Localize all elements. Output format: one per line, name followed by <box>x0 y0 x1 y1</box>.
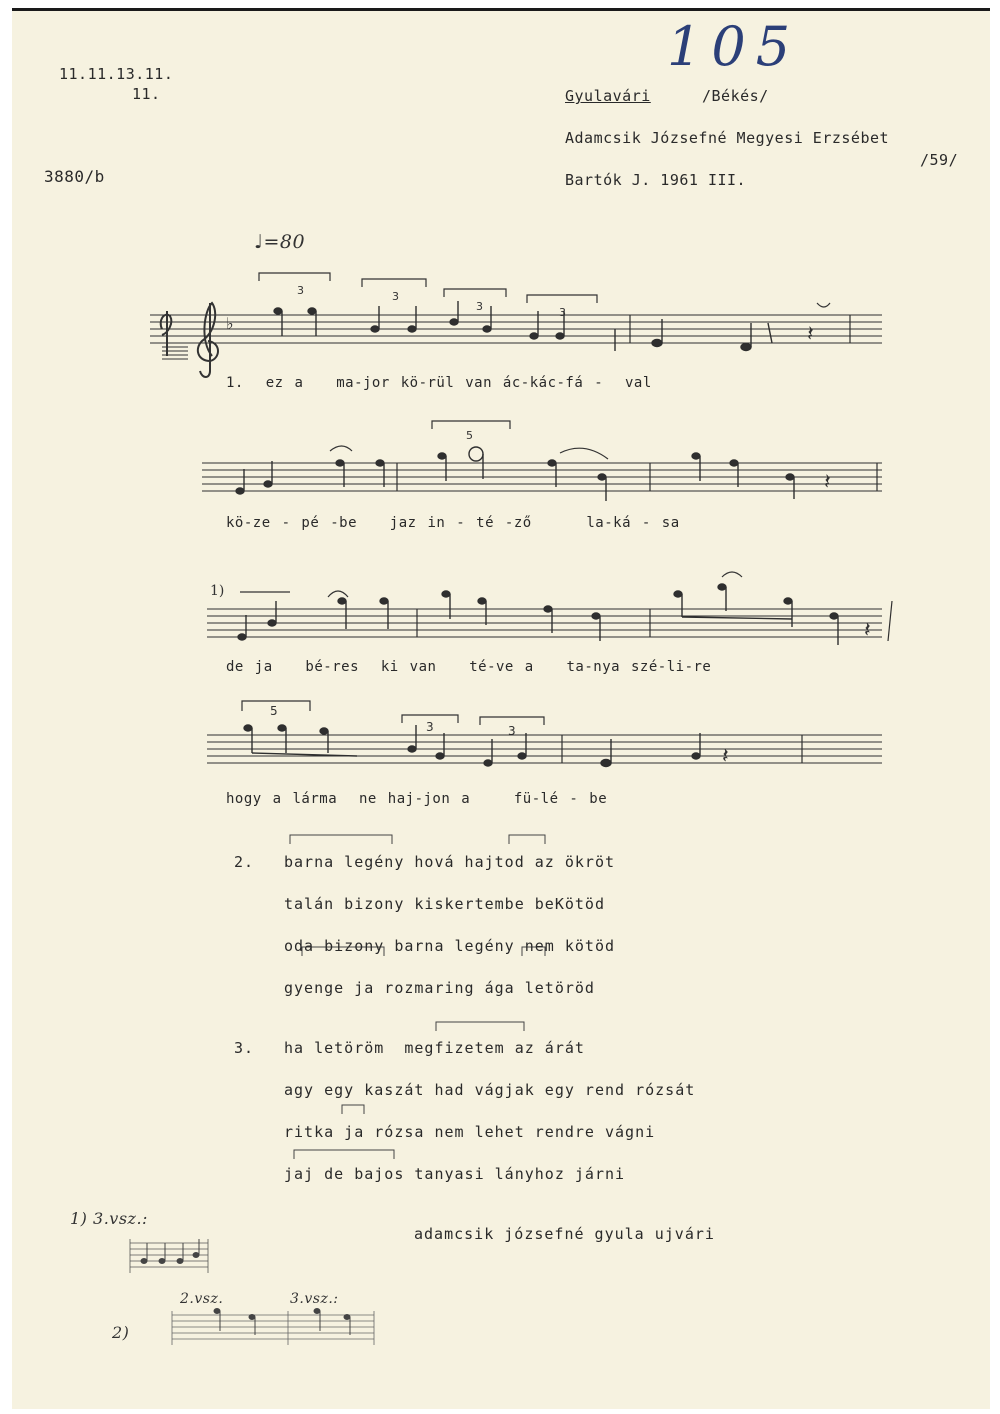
svg-text:3: 3 <box>297 284 304 297</box>
stanza-2-line-3: oda bizony barna legény nem kötöd <box>284 937 616 955</box>
music-staves <box>12 11 990 1409</box>
stanza-2-line-4: gyenge ja rozmaring ága letöröd <box>284 979 595 997</box>
footnote-2-verse-2: 2.vsz. <box>180 1291 224 1307</box>
svg-text:5: 5 <box>466 429 473 442</box>
lyric-line-3: de ja bé-res ki van té-ve a ta-nya szé-li-re <box>226 659 712 675</box>
stanza-3-number: 3. <box>234 1039 255 1057</box>
svg-text:3: 3 <box>559 306 566 319</box>
signature: adamcsik józsefné gyula ujvári <box>414 1225 715 1243</box>
stanza-2-line-2: talán bizony kiskertembe beKötöd <box>284 895 605 913</box>
stanza-2-number: 2. <box>234 853 255 871</box>
svg-text:𝄽: 𝄽 <box>807 322 814 347</box>
collector: Bartók J. 1961 III. <box>565 171 747 189</box>
svg-text:3: 3 <box>476 300 483 313</box>
classification-code: 11.11.13.11. <box>59 65 174 83</box>
footnote-marker-1: 1) <box>210 583 225 599</box>
stanza-3-line-2: agy egy kaszát had vágjak egy rend rózsát <box>284 1081 696 1099</box>
classification-subcode: 11. <box>132 85 161 103</box>
footnote-2-verse-3: 3.vsz.: <box>290 1291 339 1307</box>
catalog-number: 3880/b <box>44 167 105 186</box>
tempo-mark: ♩=80 <box>254 231 306 253</box>
lyric-line-2: kö-ze - pé -be jaz in - té -ző la-ká - sa <box>226 515 680 531</box>
svg-text:𝄽: 𝄽 <box>824 470 831 495</box>
svg-text:𝄽: 𝄽 <box>864 618 871 643</box>
score-page <box>12 8 990 1409</box>
singer-age: /59/ <box>920 151 959 169</box>
stanza-3-line-1: ha letöröm megfizetem az árát <box>284 1039 585 1057</box>
location: Gyulavári <box>565 87 651 105</box>
svg-text:3: 3 <box>508 724 516 738</box>
footnote-1-label: 1) 3.vsz.: <box>70 1209 148 1228</box>
page-number-handwritten: 105 <box>667 15 801 78</box>
county: /Békés/ <box>702 87 769 105</box>
stanza-3-line-4: jaj de bajos tanyasi lányhoz járni <box>284 1165 626 1183</box>
svg-text:𝄽: 𝄽 <box>722 744 729 769</box>
svg-text:5: 5 <box>270 704 278 718</box>
svg-text:3: 3 <box>426 720 434 734</box>
svg-text:3: 3 <box>392 290 399 303</box>
singer-name: Adamcsik Józsefné Megyesi Erzsébet <box>565 129 890 147</box>
svg-text:♭: ♭ <box>226 314 234 333</box>
footnote-2-label: 2) <box>112 1323 130 1342</box>
stanza-2-line-1: barna legény hová hajtod az ökröt <box>284 853 616 871</box>
stanza-3-line-3: ritka ja rózsa nem lehet rendre vágni <box>284 1123 656 1141</box>
lyric-line-4: hogy a lárma ne haj-jon a fü-lé - be <box>226 791 608 807</box>
lyric-line-1: 1. ez a ma-jor kö-rül van ác-kác-fá - val <box>226 375 652 391</box>
